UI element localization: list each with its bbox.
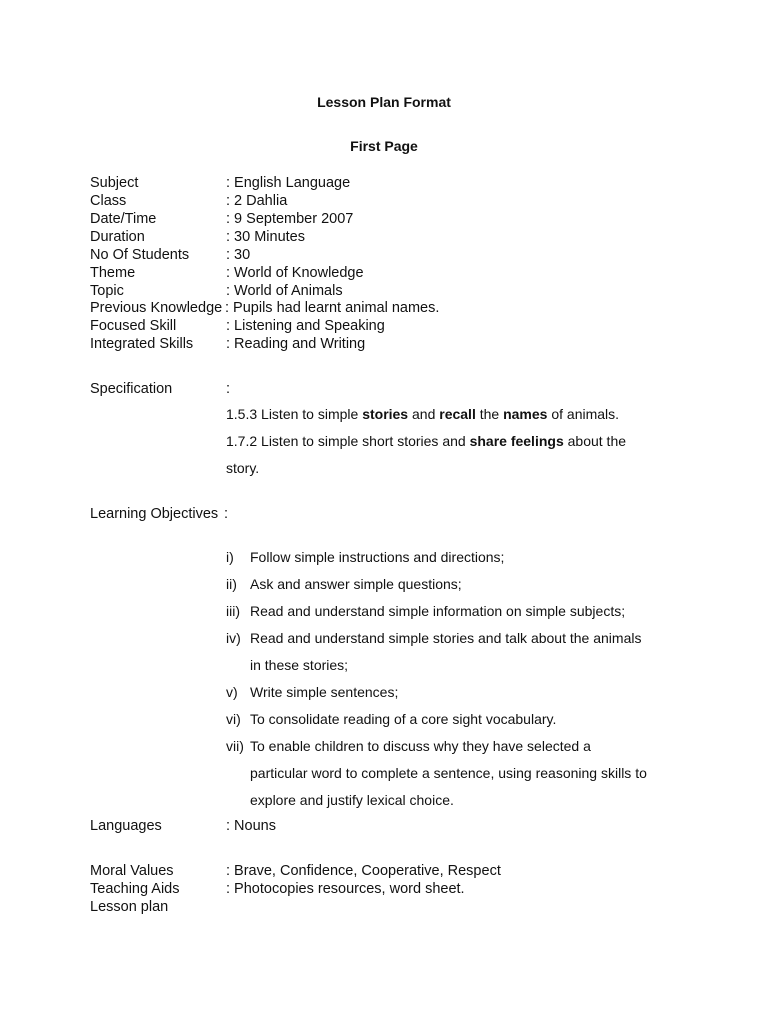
languages-value: : Nouns [226,818,276,834]
detail-row-duration [90,228,730,246]
specification-row [90,380,730,398]
objectives-label: Learning Objectives [90,506,219,522]
detail-value: : 2 Dahlia [226,193,288,209]
detail-label: No Of Students [90,247,190,263]
detail-label: Duration [90,229,145,245]
objective-item-5 [226,679,696,706]
spec-emphasis: share feelings [469,433,564,449]
objective-item-4 [226,625,696,679]
objective-text-continued: particular word to complete a sentence, using reasoning skills to [250,765,647,781]
spec-emphasis: stories [362,406,409,422]
objective-number: vi) [226,711,241,727]
objective-item-7 [226,733,696,814]
teaching-aids-label: Teaching Aids [90,881,180,897]
moral-values-row [90,862,730,880]
languages-label: Languages [90,818,162,834]
spec-emphasis: names [503,406,548,422]
objective-text: Read and understand simple information on simple subjects; [250,603,626,619]
objective-text: To enable children to discuss why they have selected a [250,738,591,754]
detail-value: : 9 September 2007 [226,211,354,227]
detail-value: : World of Knowledge [226,265,364,281]
objective-number: vii) [226,738,244,754]
teaching-aids-value: : Photocopies resources, word sheet. [226,881,465,897]
lesson-plan-label: Lesson plan [90,899,169,915]
detail-row-theme [90,264,730,282]
spec-text: the [475,406,504,422]
spec-text: about the [563,433,627,449]
detail-value: : English Language [226,175,351,191]
objectives-row [90,505,730,523]
lesson-plan-row [90,898,730,916]
detail-label: Previous Knowledge [90,300,223,316]
objective-text: To consolidate reading of a core sight vocabulary. [250,711,557,727]
objective-item-6 [226,706,696,733]
detail-value: : 30 [226,247,251,263]
detail-label: Theme [90,265,136,281]
moral-values-value: : Brave, Confidence, Cooperative, Respect [226,863,501,879]
spec-text: 1.5.3 Listen to simple [226,406,363,422]
objective-number: v) [226,684,238,700]
objective-text-continued: explore and justify lexical choice. [250,792,454,808]
languages-row [90,817,730,835]
detail-label: Subject [90,175,139,191]
detail-value: : World of Animals [226,283,343,299]
objective-number: ii) [226,576,237,592]
detail-value: : 30 Minutes [226,229,305,245]
spec-emphasis: recall [439,406,476,422]
objectives-colon: : [224,506,229,522]
detail-value: : Pupils had learnt animal names. [225,300,440,316]
detail-row-previous-knowledge [90,299,730,317]
spec-text: and [408,406,440,422]
objective-item-3 [226,598,696,625]
objective-text: Write simple sentences; [250,684,399,700]
spec-text: 1.7.2 Listen to simple short stories and [226,433,470,449]
detail-row-date-time [90,210,730,228]
detail-row-focused-skill [90,317,730,335]
detail-row-topic [90,282,730,300]
spec-text: of animals. [547,406,620,422]
objective-text: Read and understand simple stories and talk about the animals [250,630,642,646]
objective-number: iii) [226,603,240,619]
detail-label: Integrated Skills [90,336,194,352]
objective-item-2 [226,571,696,598]
detail-label: Class [90,193,127,209]
specification-label: Specification [90,381,173,397]
objective-number: i) [226,549,234,565]
objective-text-continued: in these stories; [250,657,349,673]
document-title: Lesson Plan Format [317,94,451,110]
detail-row-integrated-skills [90,335,730,353]
specification-line-1 [226,401,696,428]
specification-line-2 [226,428,696,455]
objective-number: iv) [226,630,241,646]
objective-text: Follow simple instructions and directions; [250,549,505,565]
detail-row-class [90,192,730,210]
document-subtitle: First Page [350,138,418,154]
objective-text: Ask and answer simple questions; [250,576,462,592]
specification-line-3: story. [226,460,260,476]
moral-values-label: Moral Values [90,863,174,879]
detail-label: Topic [90,283,124,299]
detail-row-students [90,246,730,264]
teaching-aids-row [90,880,730,898]
detail-label: Focused Skill [90,318,177,334]
specification-colon: : [226,381,231,397]
detail-label: Date/Time [90,211,157,227]
objective-item-1 [226,544,696,571]
detail-row-subject [90,174,730,192]
detail-value: : Reading and Writing [226,336,366,352]
detail-value: : Listening and Speaking [226,318,385,334]
